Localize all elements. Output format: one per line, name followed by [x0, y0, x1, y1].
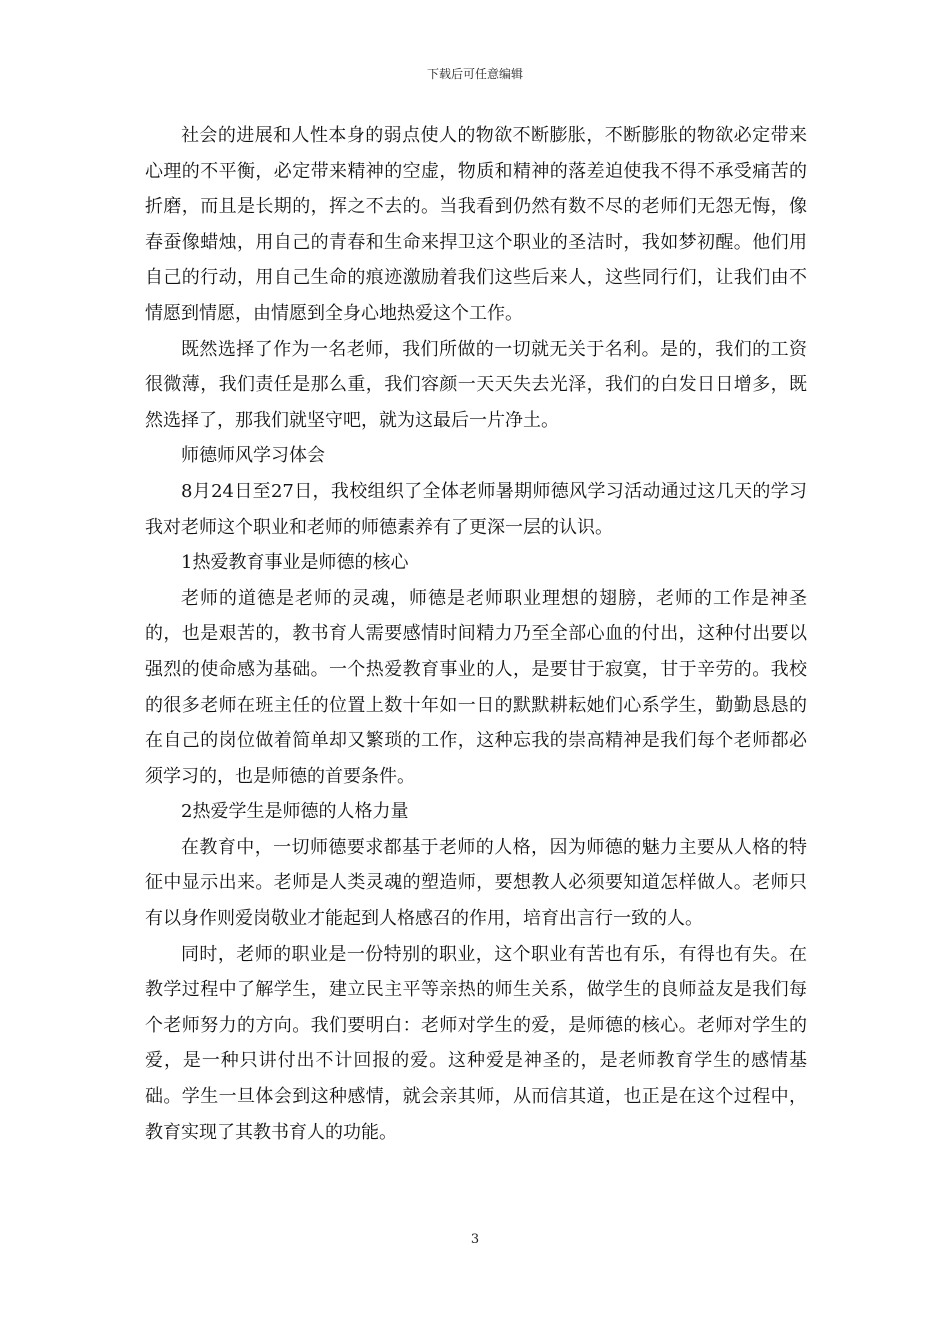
paragraph-4: 老师的道德是老师的灵魂，师德是老师职业理想的翅膀，老师的工作是神圣的，也是艰苦的，教书育人需要感情时间精力乃至全部心血的付出，这种付出要以强烈的使命感为基础。一个热爱教育事业的人，是要甘于寂寞，甘于辛劳的。我校的很多老师在班主任的位置上数十年如一日的默默耕耘她们心系学生，勤勤恳恳的在自己的岗位做着简单却又繁琐的工作，这种忘我的崇高精神是我们每个老师都必须学习的，也是师德的首要条件。 [145, 587, 807, 787]
subheading-1: 1热爱教育事业是师德的核心 [181, 552, 409, 574]
paragraph-1: 社会的进展和人性本身的弱点使人的物欲不断膨胀，不断膨胀的物欲必定带来心理的不平衡，必定带来精神的空虚，物质和精神的落差迫使我不得不承受痛苦的折磨，而且是长期的，挥之不去的。当我看到仍然有数不尽的老师们无怨无悔，像春蚕像蜡烛，用自己的青春和生命来捍卫这个职业的圣洁时，我如梦初醒。他们用自己的行动，用自己生命的痕迹激励着我们这些后来人，这些同行们，让我们由不情愿到情愿，由情愿到全身心地热爱这个工作。 [145, 125, 807, 324]
page-number: 3 [470, 1232, 480, 1247]
page-header: 下载后可任意编辑 [426, 67, 523, 81]
paragraph-2: 既然选择了作为一名老师，我们所做的一切就无关于名利。是的，我们的工资很微薄，我们责任是那么重，我们容颜一天天失去光泽，我们的白发日日增多，既然选择了，那我们就坚守吧，就为这最后一片净土。 [145, 338, 807, 431]
subheading-2: 2热爱学生是师德的人格力量 [181, 801, 409, 823]
paragraph-6: 同时，老师的职业是一份特别的职业，这个职业有苦也有乐，有得也有失。在教学过程中了解学生，建立民主平等亲热的师生关系，做学生的良师益友是我们每个老师努力的方向。我们要明白：老师对学生的爱，是师德的核心。老师对学生的爱，是一种只讲付出不计回报的爱。这种爱是神圣的，是老师教育学生的感情基础。学生一旦体会到这种感情，就会亲其师，从而信其道，也正是在这个过程中，教育实现了其教书育人的功能。 [145, 943, 807, 1143]
paragraph-3: 8月24日至27日，我校组织了全体老师暑期师德风学习活动通过这几天的学习我对老师这个职业和老师的师德素养有了更深一层的认识。 [145, 480, 807, 538]
document-body [145, 118, 807, 1150]
paragraph-5: 在教育中，一切师德要求都基于老师的人格，因为师德的魅力主要从人格的特征中显示出来。老师是人类灵魂的塑造师，要想教人必须要知道怎样做人。老师只有以身作则爱岗敬业才能起到人格感召的作用，培育出言行一致的人。 [145, 836, 807, 930]
section-title: 师德师风学习体会 [181, 445, 325, 467]
